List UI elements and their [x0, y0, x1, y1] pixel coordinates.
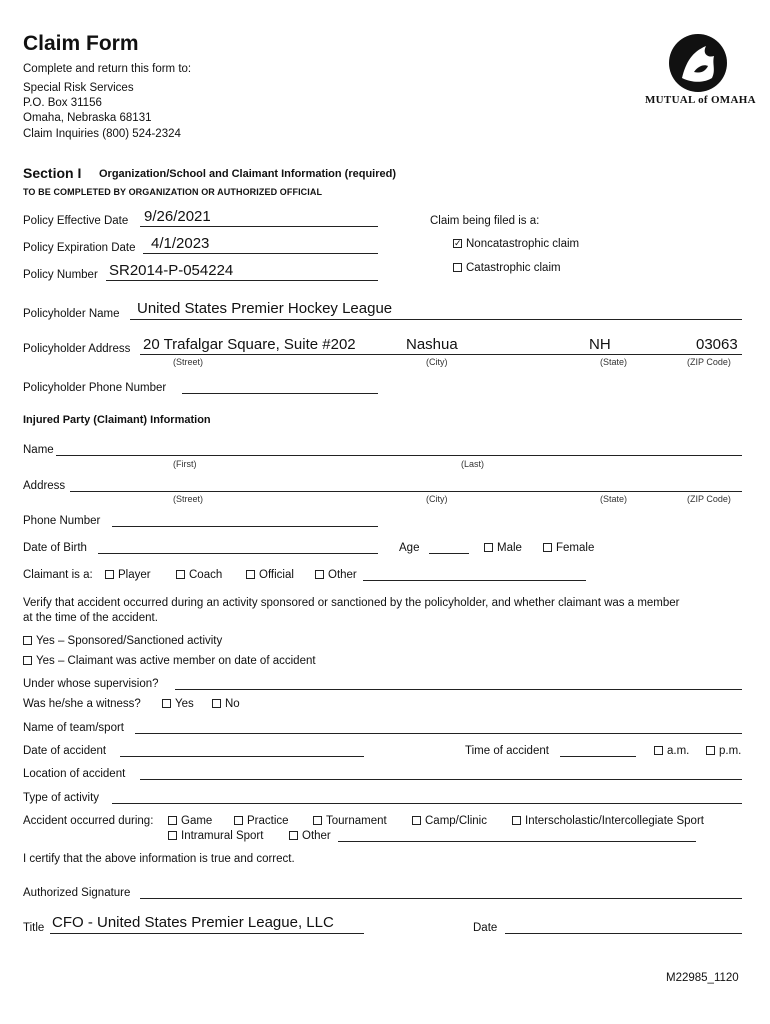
dob-field[interactable]: [98, 553, 378, 554]
female-checkbox[interactable]: [543, 543, 552, 552]
instructions: Complete and return this form to:: [23, 63, 192, 75]
accident-time-label: Time of accident: [465, 745, 549, 757]
camp-checkbox[interactable]: [412, 816, 421, 825]
witness-label: Was he/she a witness?: [23, 698, 141, 710]
supervision-field[interactable]: [175, 689, 742, 690]
player-option[interactable]: [105, 569, 151, 581]
policyholder-address-label: Policyholder Address: [23, 343, 131, 355]
tournament-option[interactable]: [313, 815, 387, 827]
male-option[interactable]: [484, 542, 522, 554]
team-label: Name of team/sport: [23, 722, 124, 734]
tournament-label: Tournament: [326, 815, 387, 827]
policy-number-label: Policy Number: [23, 269, 98, 281]
sponsored-checkbox[interactable]: [23, 636, 32, 645]
policy-number-value: SR2014-P-054224: [109, 262, 234, 279]
camp-label: Camp/Clinic: [425, 815, 487, 827]
policyholder-name-label: Policyholder Name: [23, 308, 120, 320]
age-label: Age: [399, 542, 420, 554]
phone-label: Phone Number: [23, 515, 101, 527]
verify-text-1: Verify that accident occurred during an activity sponsored or sanctioned by the policyholder, and whether claimant was a member: [23, 597, 680, 609]
intramural-checkbox[interactable]: [168, 831, 177, 840]
pm-label: p.m.: [719, 745, 742, 757]
game-option[interactable]: [168, 815, 212, 827]
other-field[interactable]: [363, 580, 586, 581]
policy-expiration-field[interactable]: [143, 253, 378, 254]
coach-option[interactable]: [176, 569, 222, 581]
policy-effective-value: 9/26/2021: [144, 208, 211, 225]
policyholder-name-value: United States Premier Hockey League: [137, 300, 393, 317]
title-value: CFO - United States Premier League, LLC: [52, 914, 334, 931]
game-checkbox[interactable]: [168, 816, 177, 825]
phone-field[interactable]: [112, 526, 378, 527]
pm-option[interactable]: [706, 745, 741, 757]
claimant-city-caption: (City): [426, 494, 448, 504]
active-member-option[interactable]: [23, 655, 316, 667]
state-caption: (State): [600, 357, 628, 367]
am-label: a.m.: [667, 745, 690, 757]
address-field[interactable]: [70, 491, 742, 492]
signature-field[interactable]: [140, 898, 742, 899]
interscholastic-checkbox[interactable]: [512, 816, 521, 825]
female-option[interactable]: [543, 542, 594, 554]
title-label: Title: [23, 922, 45, 934]
female-label: Female: [556, 542, 595, 554]
male-label: Male: [497, 542, 522, 554]
address-label: Address: [23, 480, 66, 492]
location-field[interactable]: [140, 779, 742, 780]
name-label: Name: [23, 444, 54, 456]
policyholder-phone-label: Policyholder Phone Number: [23, 382, 167, 394]
occurred-during-label: Accident occurred during:: [23, 815, 154, 827]
zip-caption: (ZIP Code): [687, 357, 731, 367]
policyholder-address-field[interactable]: [140, 354, 742, 355]
injured-heading: Injured Party (Claimant) Information: [23, 414, 211, 426]
address-line-4: Claim Inquiries (800) 524-2324: [23, 128, 181, 140]
signature-label: Authorized Signature: [23, 887, 131, 899]
occurred-other-checkbox[interactable]: [289, 831, 298, 840]
occurred-other-label: Other: [302, 830, 331, 842]
last-caption: (Last): [461, 459, 485, 469]
dob-label: Date of Birth: [23, 542, 87, 554]
certify-statement: I certify that the above information is true and correct.: [23, 853, 295, 865]
camp-option[interactable]: [412, 815, 487, 827]
policyholder-city-value: Nashua: [406, 336, 458, 353]
page-title: Claim Form: [23, 32, 139, 55]
pm-checkbox[interactable]: [706, 746, 715, 755]
section-heading: Organization/School and Claimant Information (required): [99, 168, 397, 180]
first-caption: (First): [173, 459, 197, 469]
interscholastic-label: Interscholastic/Intercollegiate Sport: [525, 815, 704, 827]
policy-number-field[interactable]: [106, 280, 378, 281]
city-caption: (City): [426, 357, 448, 367]
am-option[interactable]: [654, 745, 689, 757]
policyholder-zip-value: 03063: [696, 336, 738, 353]
accident-date-label: Date of accident: [23, 745, 107, 757]
activity-type-field[interactable]: [112, 803, 742, 804]
witness-yes-label: Yes: [175, 698, 194, 710]
name-field[interactable]: [56, 455, 742, 456]
title-field[interactable]: [50, 933, 364, 934]
practice-checkbox[interactable]: [234, 816, 243, 825]
date-field[interactable]: [505, 933, 742, 934]
section-subheading: TO BE COMPLETED BY ORGANIZATION OR AUTHORIZED OFFICIAL: [23, 187, 323, 197]
official-checkbox[interactable]: [246, 570, 255, 579]
other-option[interactable]: [315, 569, 357, 581]
claim-type-label: Claim being filed is a:: [430, 215, 540, 227]
policyholder-phone-field[interactable]: [182, 393, 378, 394]
tournament-checkbox[interactable]: [313, 816, 322, 825]
mutual-of-omaha-logo: [645, 32, 756, 112]
practice-label: Practice: [247, 815, 289, 827]
activity-type-label: Type of activity: [23, 792, 100, 804]
section-label: Section I: [23, 165, 82, 181]
sponsored-label: Yes – Sponsored/Sanctioned activity: [36, 635, 223, 647]
location-label: Location of accident: [23, 768, 126, 780]
other-checkbox[interactable]: [315, 570, 324, 579]
policy-effective-label: Policy Effective Date: [23, 215, 129, 227]
witness-yes-checkbox[interactable]: [162, 699, 171, 708]
witness-no-option[interactable]: [212, 698, 240, 710]
noncatastrophic-label: Noncatastrophic claim: [466, 238, 580, 250]
game-label: Game: [181, 815, 213, 827]
address-line-2: P.O. Box 31156: [23, 97, 102, 109]
verify-text-2: at the time of the accident.: [23, 612, 158, 624]
other-label: Other: [328, 569, 357, 581]
official-label: Official: [259, 569, 294, 581]
policy-expiration-value: 4/1/2023: [151, 235, 210, 252]
practice-option[interactable]: [234, 815, 289, 827]
witness-yes-option[interactable]: [162, 698, 194, 710]
coach-label: Coach: [189, 569, 223, 581]
am-checkbox[interactable]: [654, 746, 663, 755]
address-line-3: Omaha, Nebraska 68131: [23, 112, 152, 124]
noncatastrophic-checkbox[interactable]: [453, 239, 462, 248]
active-member-label: Yes – Claimant was active member on date of accident: [36, 655, 316, 667]
noncatastrophic-option[interactable]: [453, 238, 579, 250]
policyholder-street-value: 20 Trafalgar Square, Suite #202: [143, 336, 356, 353]
claimant-zip-caption: (ZIP Code): [687, 494, 731, 504]
accident-date-field[interactable]: [120, 756, 364, 757]
claimant-is-label: Claimant is a:: [23, 569, 93, 581]
policyholder-name-field[interactable]: [130, 319, 742, 320]
coach-checkbox[interactable]: [176, 570, 185, 579]
form-code: M22985_1120: [666, 972, 739, 984]
witness-no-label: No: [225, 698, 240, 710]
team-field[interactable]: [135, 733, 742, 734]
catastrophic-option[interactable]: [453, 262, 561, 274]
intramural-label: Intramural Sport: [181, 830, 264, 842]
catastrophic-label: Catastrophic claim: [466, 262, 561, 274]
logo-text: MUTUAL of OMAHA: [645, 94, 756, 106]
age-field[interactable]: [429, 553, 469, 554]
sponsored-option[interactable]: [23, 635, 222, 647]
official-option[interactable]: [246, 569, 294, 581]
player-checkbox[interactable]: [105, 570, 114, 579]
date-label: Date: [473, 922, 498, 934]
address-line-1: Special Risk Services: [23, 82, 134, 94]
policy-expiration-label: Policy Expiration Date: [23, 242, 136, 254]
policyholder-state-value: NH: [589, 336, 611, 353]
occurred-other-field[interactable]: [338, 841, 696, 842]
supervision-label: Under whose supervision?: [23, 678, 159, 690]
occurred-other-option[interactable]: [289, 830, 331, 842]
policy-effective-field[interactable]: [140, 226, 378, 227]
street-caption: (Street): [173, 357, 204, 367]
accident-time-field[interactable]: [560, 756, 636, 757]
witness-no-checkbox[interactable]: [212, 699, 221, 708]
intramural-option[interactable]: [168, 830, 263, 842]
male-checkbox[interactable]: [484, 543, 493, 552]
interscholastic-option[interactable]: [512, 815, 704, 827]
claimant-state-caption: (State): [600, 494, 628, 504]
lion-head-icon: [668, 32, 728, 94]
catastrophic-checkbox[interactable]: [453, 263, 462, 272]
claimant-street-caption: (Street): [173, 494, 204, 504]
active-member-checkbox[interactable]: [23, 656, 32, 665]
player-label: Player: [118, 569, 151, 581]
